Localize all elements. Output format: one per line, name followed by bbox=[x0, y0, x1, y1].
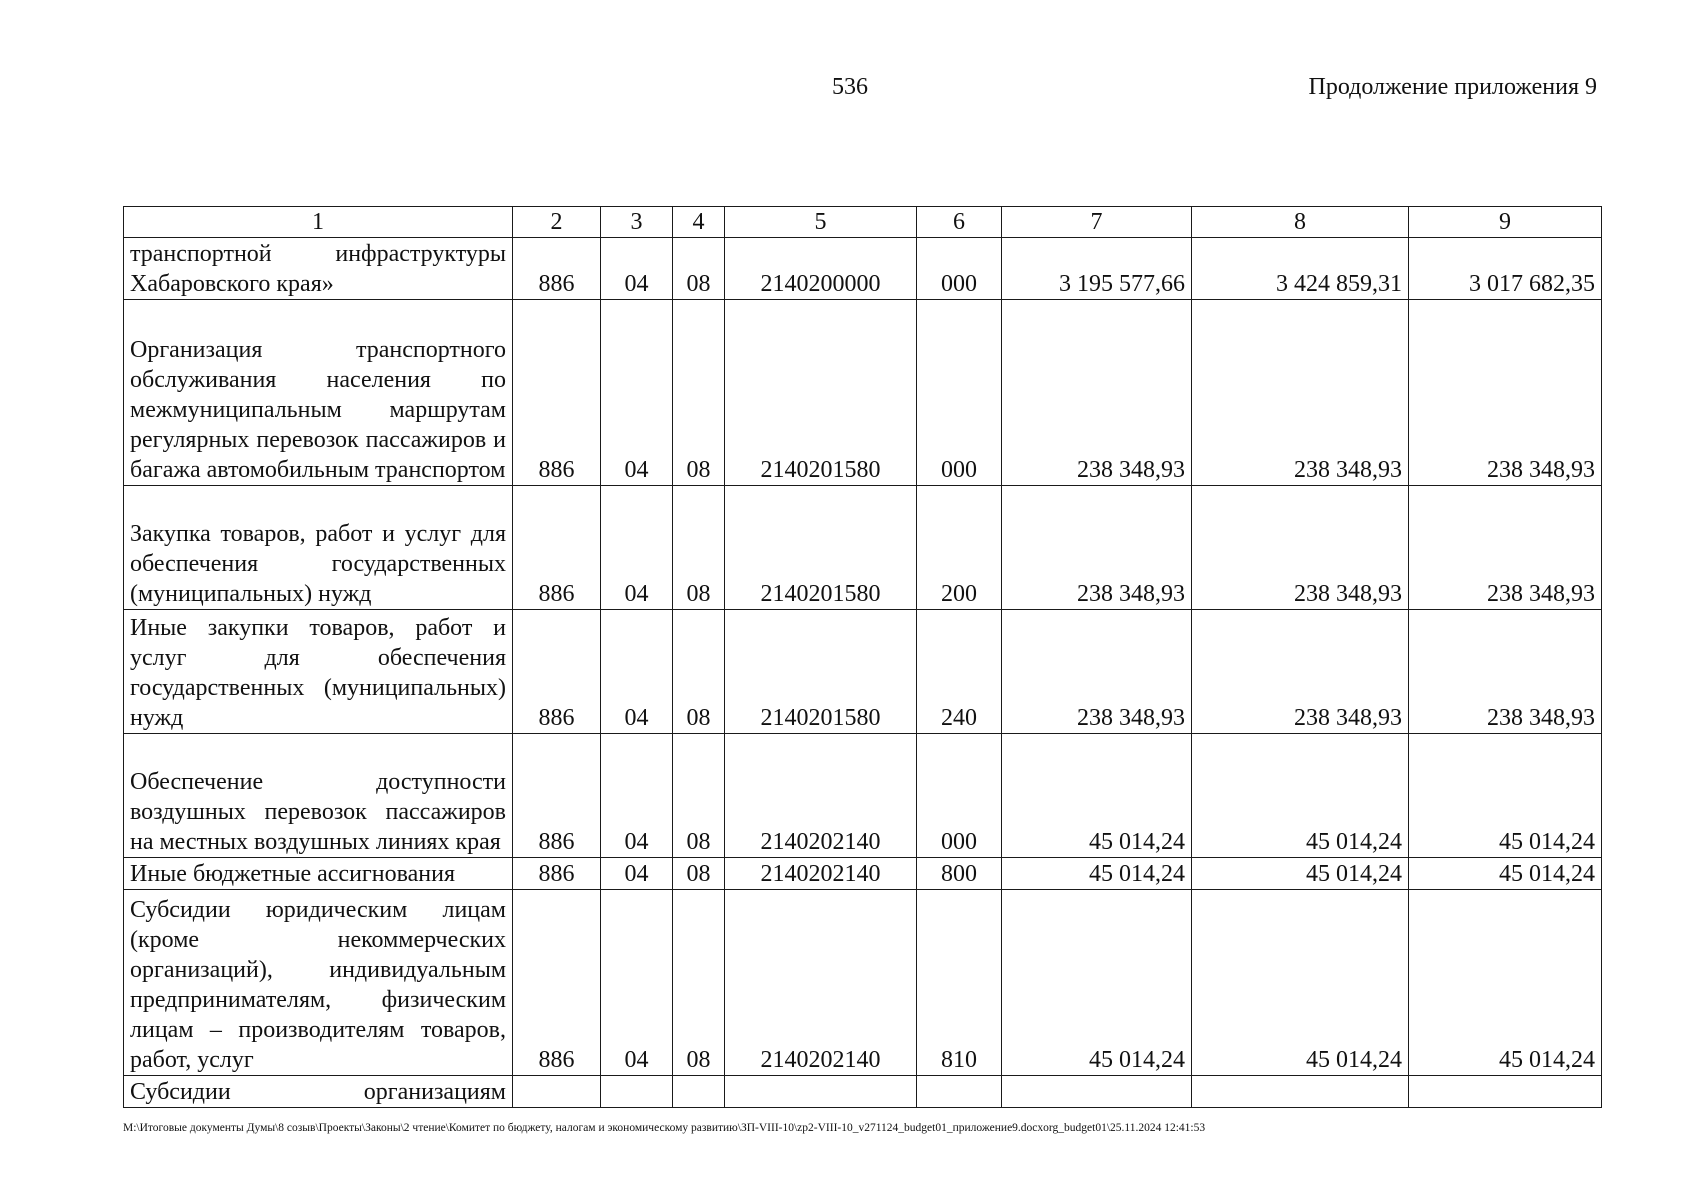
cell-c3: 04 bbox=[601, 858, 673, 890]
column-number-row bbox=[124, 207, 1602, 238]
column-header: 6 bbox=[917, 207, 1002, 238]
cell-c4: 08 bbox=[673, 300, 725, 486]
cell-c8: 3 424 859,31 bbox=[1192, 238, 1409, 300]
table-row bbox=[124, 238, 1602, 300]
table-row bbox=[124, 610, 1602, 734]
cell-c4: 08 bbox=[673, 610, 725, 734]
row-name: транспортной инфраструктуры Хабаровского края» bbox=[124, 238, 513, 300]
cell-c3 bbox=[601, 1076, 673, 1108]
continuation-label: Продолжение приложения 9 bbox=[1308, 74, 1597, 100]
column-header: 7 bbox=[1002, 207, 1192, 238]
cell-c3: 04 bbox=[601, 610, 673, 734]
cell-c5: 2140202140 bbox=[725, 858, 917, 890]
cell-c9: 238 348,93 bbox=[1409, 610, 1602, 734]
cell-c4: 08 bbox=[673, 734, 725, 858]
cell-c6: 200 bbox=[917, 486, 1002, 610]
cell-c6 bbox=[917, 1076, 1002, 1108]
cell-c6: 000 bbox=[917, 238, 1002, 300]
cell-c7 bbox=[1002, 1076, 1192, 1108]
cell-c2 bbox=[513, 1076, 601, 1108]
table-row bbox=[124, 300, 1602, 486]
cell-c5: 2140201580 bbox=[725, 610, 917, 734]
cell-c2: 886 bbox=[513, 858, 601, 890]
table-row bbox=[124, 734, 1602, 858]
table-row bbox=[124, 1076, 1602, 1108]
cell-c5: 2140201580 bbox=[725, 300, 917, 486]
row-name: Обеспечение доступности воздушных перевозок пассажиров на местных воздушных линиях края bbox=[124, 734, 513, 858]
column-header: 5 bbox=[725, 207, 917, 238]
column-header: 2 bbox=[513, 207, 601, 238]
column-header: 3 bbox=[601, 207, 673, 238]
cell-c5: 2140201580 bbox=[725, 486, 917, 610]
cell-c4: 08 bbox=[673, 858, 725, 890]
cell-c2: 886 bbox=[513, 300, 601, 486]
cell-c9: 45 014,24 bbox=[1409, 858, 1602, 890]
cell-c9: 238 348,93 bbox=[1409, 300, 1602, 486]
cell-c9: 45 014,24 bbox=[1409, 734, 1602, 858]
cell-c6: 240 bbox=[917, 610, 1002, 734]
cell-c8: 45 014,24 bbox=[1192, 734, 1409, 858]
cell-c3: 04 bbox=[601, 734, 673, 858]
row-name: Субсидии юридическим лицам (кроме некоммерческих организаций), индивидуальным предпринимателям, физическим лицам – производителям товаров, работ, услуг bbox=[124, 890, 513, 1076]
cell-c5 bbox=[725, 1076, 917, 1108]
column-header: 9 bbox=[1409, 207, 1602, 238]
cell-c7: 238 348,93 bbox=[1002, 486, 1192, 610]
cell-c4: 08 bbox=[673, 890, 725, 1076]
cell-c9: 238 348,93 bbox=[1409, 486, 1602, 610]
cell-c6: 800 bbox=[917, 858, 1002, 890]
cell-c2: 886 bbox=[513, 610, 601, 734]
page-number: 536 bbox=[832, 74, 868, 100]
cell-c2: 886 bbox=[513, 486, 601, 610]
cell-c8: 238 348,93 bbox=[1192, 486, 1409, 610]
cell-c4: 08 bbox=[673, 238, 725, 300]
table-row bbox=[124, 858, 1602, 890]
cell-c5: 2140202140 bbox=[725, 734, 917, 858]
cell-c9 bbox=[1409, 1076, 1602, 1108]
cell-c8: 238 348,93 bbox=[1192, 610, 1409, 734]
cell-c6: 000 bbox=[917, 300, 1002, 486]
column-header: 4 bbox=[673, 207, 725, 238]
cell-c7: 3 195 577,66 bbox=[1002, 238, 1192, 300]
cell-c3: 04 bbox=[601, 300, 673, 486]
row-name: Субсидии организациям bbox=[124, 1076, 513, 1108]
cell-c9: 45 014,24 bbox=[1409, 890, 1602, 1076]
budget-table bbox=[123, 206, 1602, 1108]
cell-c4 bbox=[673, 1076, 725, 1108]
cell-c3: 04 bbox=[601, 890, 673, 1076]
table-row bbox=[124, 890, 1602, 1076]
column-header: 1 bbox=[124, 207, 513, 238]
cell-c3: 04 bbox=[601, 486, 673, 610]
cell-c8: 238 348,93 bbox=[1192, 300, 1409, 486]
cell-c6: 810 bbox=[917, 890, 1002, 1076]
cell-c5: 2140202140 bbox=[725, 890, 917, 1076]
column-header: 8 bbox=[1192, 207, 1409, 238]
cell-c8: 45 014,24 bbox=[1192, 858, 1409, 890]
cell-c3: 04 bbox=[601, 238, 673, 300]
cell-c7: 238 348,93 bbox=[1002, 610, 1192, 734]
cell-c5: 2140200000 bbox=[725, 238, 917, 300]
cell-c7: 45 014,24 bbox=[1002, 858, 1192, 890]
cell-c7: 45 014,24 bbox=[1002, 890, 1192, 1076]
cell-c8 bbox=[1192, 1076, 1409, 1108]
cell-c9: 3 017 682,35 bbox=[1409, 238, 1602, 300]
cell-c7: 238 348,93 bbox=[1002, 300, 1192, 486]
cell-c2: 886 bbox=[513, 890, 601, 1076]
row-name: Закупка товаров, работ и услуг для обеспечения государственных (муниципальных) нужд bbox=[124, 486, 513, 610]
cell-c2: 886 bbox=[513, 734, 601, 858]
cell-c8: 45 014,24 bbox=[1192, 890, 1409, 1076]
cell-c4: 08 bbox=[673, 486, 725, 610]
row-name: Иные бюджетные ассигнования bbox=[124, 858, 513, 890]
cell-c2: 886 bbox=[513, 238, 601, 300]
row-name: Иные закупки товаров, работ и услуг для обеспечения государственных (муниципальных) нужд bbox=[124, 610, 513, 734]
table-row bbox=[124, 486, 1602, 610]
cell-c7: 45 014,24 bbox=[1002, 734, 1192, 858]
cell-c6: 000 bbox=[917, 734, 1002, 858]
file-path-footer: M:\Итоговые документы Думы\8 созыв\Проекты\Законы\2 чтение\Комитет по бюджету, налогам и экономическому развитию\ЗП-VIII-10\zp2-VIII-10_v271124_budget01_приложение9.docxorg_budget01\25.11.2024 12:41:53 bbox=[123, 1122, 1206, 1134]
row-name: Организация транспортного обслуживания населения по межмуниципальным маршрутам регулярных перевозок пассажиров и багажа автомобильным транспортом bbox=[124, 300, 513, 486]
